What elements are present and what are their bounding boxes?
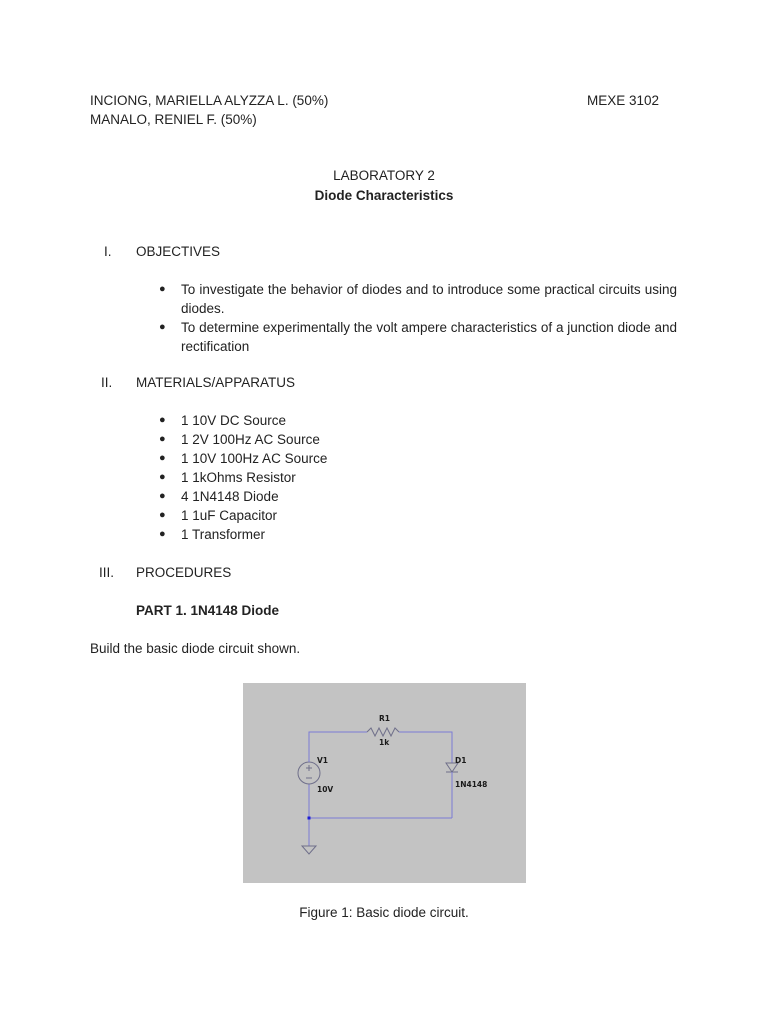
list-item bbox=[159, 318, 677, 356]
resistor-icon bbox=[367, 728, 399, 736]
bullet-icon: ● bbox=[159, 509, 166, 521]
v1-value: 10V bbox=[317, 785, 334, 794]
bullet-icon: ● bbox=[159, 452, 166, 464]
d1-value: 1N4148 bbox=[455, 780, 488, 789]
circuit-figure bbox=[243, 683, 526, 883]
list-item bbox=[159, 525, 481, 544]
section-3-numeral: III. bbox=[99, 565, 115, 580]
bullet-icon: ● bbox=[159, 433, 166, 445]
material-text: 1 1kOhms Resistor bbox=[181, 470, 296, 485]
r1-value: 1k bbox=[379, 738, 390, 747]
material-text: 1 2V 100Hz AC Source bbox=[181, 432, 320, 447]
wire-top-right bbox=[399, 732, 452, 757]
objective-text: To investigate the behavior of diodes and to introduce some practical circuits using diodes. bbox=[181, 282, 677, 316]
part-1-heading: PART 1. 1N4148 Diode bbox=[136, 603, 280, 618]
list-item bbox=[159, 430, 481, 449]
objectives-list bbox=[159, 280, 677, 356]
author-line-2: MANALO, RENIEL F. (50%) bbox=[90, 112, 257, 127]
material-text: 4 1N4148 Diode bbox=[181, 489, 279, 504]
junction-node-icon bbox=[308, 817, 311, 820]
section-1-heading: OBJECTIVES bbox=[136, 244, 221, 259]
list-item bbox=[159, 280, 677, 318]
bullet-icon: ● bbox=[159, 490, 166, 502]
list-item bbox=[159, 487, 481, 506]
lab-number: LABORATORY 2 bbox=[333, 168, 435, 183]
section-3-heading: PROCEDURES bbox=[136, 565, 232, 580]
materials-list bbox=[159, 411, 481, 544]
section-2-numeral: II. bbox=[101, 375, 113, 390]
d1-label: D1 bbox=[455, 756, 467, 765]
section-2-heading: MATERIALS/APPARATUS bbox=[136, 375, 296, 390]
circuit-schematic bbox=[243, 683, 526, 883]
lab-title: Diode Characteristics bbox=[314, 188, 454, 203]
bullet-icon: ● bbox=[159, 321, 166, 333]
v1-label: V1 bbox=[317, 756, 329, 765]
ground-icon bbox=[302, 846, 316, 854]
material-text: 1 1uF Capacitor bbox=[181, 508, 278, 523]
r1-label: R1 bbox=[379, 714, 390, 723]
list-item bbox=[159, 411, 481, 430]
material-text: 1 Transformer bbox=[181, 527, 266, 542]
list-item bbox=[159, 449, 481, 468]
material-text: 1 10V DC Source bbox=[181, 413, 287, 428]
list-item bbox=[159, 468, 481, 487]
author-line-1: INCIONG, MARIELLA ALYZZA L. (50%) bbox=[90, 93, 329, 108]
objective-text: To determine experimentally the volt ampere characteristics of a junction diode and rectification bbox=[181, 320, 677, 354]
wire-top-left bbox=[309, 732, 367, 757]
bullet-icon: ● bbox=[159, 528, 166, 540]
procedure-instruction: Build the basic diode circuit shown. bbox=[90, 641, 301, 656]
course-code: MEXE 3102 bbox=[587, 93, 660, 108]
material-text: 1 10V 100Hz AC Source bbox=[181, 451, 328, 466]
bullet-icon: ● bbox=[159, 414, 166, 426]
list-item bbox=[159, 506, 481, 525]
section-1-numeral: I. bbox=[104, 244, 112, 259]
bullet-icon: ● bbox=[159, 283, 166, 295]
bullet-icon: ● bbox=[159, 471, 166, 483]
figure-caption: Figure 1: Basic diode circuit. bbox=[299, 905, 469, 920]
